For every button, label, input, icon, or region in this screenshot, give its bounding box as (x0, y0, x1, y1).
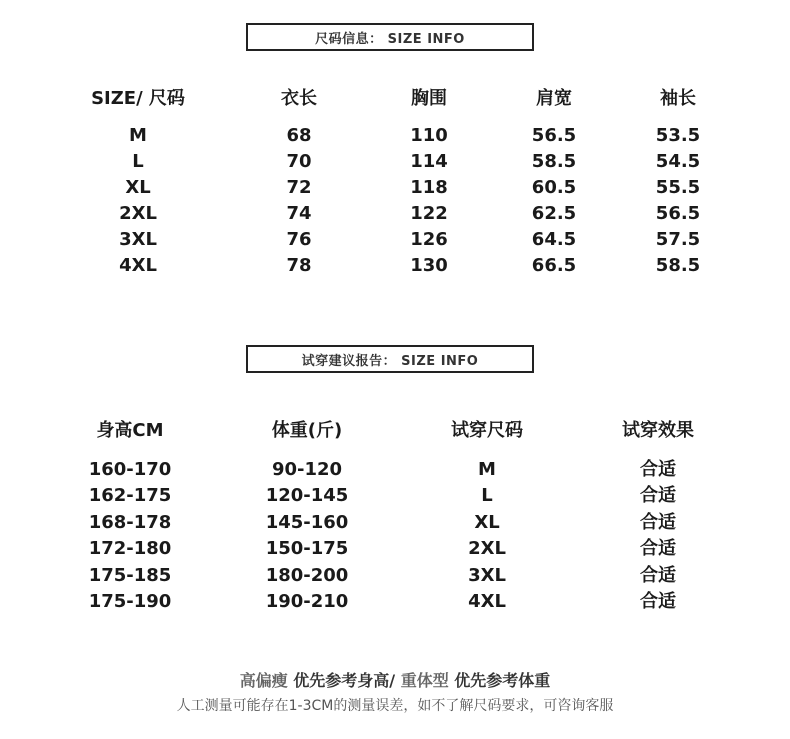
shoulder-cell: 64.5 (531, 229, 577, 250)
length-cell: 78 (286, 255, 312, 276)
size-cell: XL (125, 177, 151, 198)
column-header-weight: 体重(斤) (271, 420, 343, 441)
shoulder-cell: 62.5 (531, 203, 577, 224)
column-header-shoulder: 肩宽 (536, 88, 572, 109)
fit-result-cell: 合适 (640, 565, 676, 586)
weight-cell: 190-210 (265, 591, 349, 612)
table-row (0, 123, 790, 149)
fit-result-cell: 合适 (640, 512, 676, 533)
table-row (0, 227, 790, 253)
sleeve-cell: 57.5 (655, 229, 701, 250)
size-info-header: 尺码信息： SIZE INFO (246, 23, 534, 51)
fit-result-cell: 合适 (640, 591, 676, 612)
fit-result-cell: 合适 (640, 538, 676, 559)
length-cell: 72 (286, 177, 312, 198)
height-cell: 175-185 (88, 565, 172, 586)
fit-size-cell: M (478, 459, 496, 480)
fit-advice-slim: 高偏瘦 (239, 671, 288, 690)
fit-size-cell: XL (474, 512, 500, 533)
fit-advice-weight: 优先参考体重 (448, 671, 551, 690)
chest-cell: 126 (410, 229, 448, 250)
size-cell: 3XL (119, 229, 157, 250)
weight-cell: 145-160 (265, 512, 349, 533)
size-cell: M (129, 125, 147, 146)
weight-cell: 150-175 (265, 538, 349, 559)
fit-size-cell: 4XL (468, 591, 506, 612)
sleeve-cell: 55.5 (655, 177, 701, 198)
height-cell: 168-178 (88, 512, 172, 533)
chest-cell: 114 (410, 151, 448, 172)
table-row (0, 253, 790, 279)
table-row (0, 483, 790, 509)
chest-cell: 110 (410, 125, 448, 146)
sleeve-cell: 54.5 (655, 151, 701, 172)
size-info-header-row (0, 86, 790, 112)
table-row (0, 510, 790, 536)
measurement-note: 人工测量可能存在1-3CM的测量误差，如不了解尺码要求，可咨询客服 (176, 698, 614, 714)
size-cell: L (132, 151, 144, 172)
fit-result-cell: 合适 (640, 459, 676, 480)
table-row (0, 201, 790, 227)
fit-advice-heavy: 重体型 (400, 671, 449, 690)
weight-cell: 120-145 (265, 485, 349, 506)
table-row (0, 589, 790, 615)
size-cell: 2XL (119, 203, 157, 224)
height-cell: 162-175 (88, 485, 172, 506)
length-cell: 68 (286, 125, 312, 146)
fit-size-cell: 2XL (468, 538, 506, 559)
fit-advice (0, 668, 790, 691)
column-header-fit-size: 试穿尺码 (451, 420, 523, 441)
table-row (0, 457, 790, 483)
chest-cell: 122 (410, 203, 448, 224)
shoulder-cell: 58.5 (531, 151, 577, 172)
table-row (0, 149, 790, 175)
table-row (0, 563, 790, 589)
length-cell: 70 (286, 151, 312, 172)
column-header-fit-result: 试穿效果 (622, 420, 694, 441)
column-header-chest: 胸围 (411, 88, 447, 109)
height-cell: 175-190 (88, 591, 172, 612)
fit-size-cell: 3XL (468, 565, 506, 586)
height-cell: 172-180 (88, 538, 172, 559)
fit-result-cell: 合适 (640, 485, 676, 506)
shoulder-cell: 56.5 (531, 125, 577, 146)
fit-size-cell: L (481, 485, 493, 506)
sleeve-cell: 58.5 (655, 255, 701, 276)
column-header-length: 衣长 (281, 88, 317, 109)
weight-cell: 90-120 (271, 459, 343, 480)
length-cell: 74 (286, 203, 312, 224)
sleeve-cell: 53.5 (655, 125, 701, 146)
fit-report-header-row (0, 418, 790, 444)
chest-cell: 118 (410, 177, 448, 198)
shoulder-cell: 66.5 (531, 255, 577, 276)
column-header-sleeve: 袖长 (660, 88, 696, 109)
shoulder-cell: 60.5 (531, 177, 577, 198)
height-cell: 160-170 (88, 459, 172, 480)
table-row (0, 175, 790, 201)
chest-cell: 130 (410, 255, 448, 276)
fit-report-header: 试穿建议报告： SIZE INFO (246, 345, 534, 373)
column-header-size: SIZE/ 尺码 (91, 88, 185, 109)
sleeve-cell: 56.5 (655, 203, 701, 224)
column-header-height: 身高CM (96, 420, 164, 441)
weight-cell: 180-200 (265, 565, 349, 586)
fit-advice-height: 优先参考身高/ (287, 671, 401, 690)
size-cell: 4XL (119, 255, 157, 276)
length-cell: 76 (286, 229, 312, 250)
table-row (0, 536, 790, 562)
